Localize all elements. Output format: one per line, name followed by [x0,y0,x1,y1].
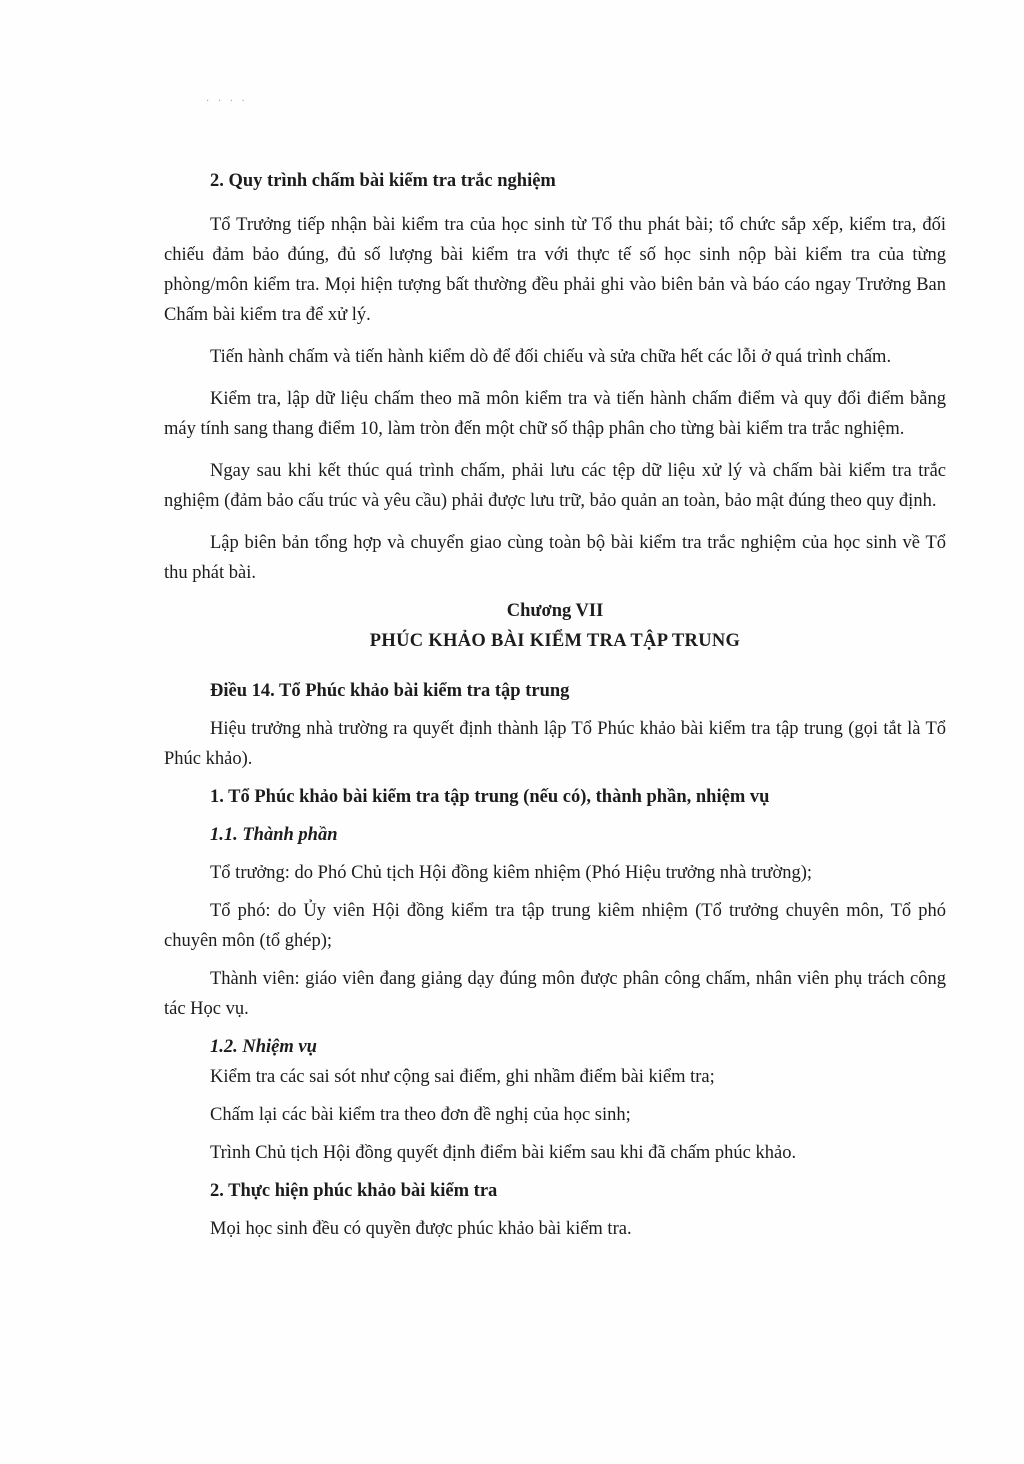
chapter-number: Chương VII [506,601,604,621]
list-item: Thành viên: giáo viên đang giảng dạy đúng môn được phân công chấm, nhân viên phụ trách công tác Học vụ. [164,969,946,1019]
list-item: Kiểm tra các sai sót như cộng sai điểm, ghi nhầm điểm bài kiểm tra; [210,1067,715,1087]
list-item: Tổ phó: do Ủy viên Hội đồng kiểm tra tập trung kiêm nhiệm (Tổ trưởng chuyên môn, Tổ phó chuyên môn (tổ ghép); [164,901,946,951]
article-heading: Điều 14. Tổ Phúc khảo bài kiểm tra tập trung [210,681,570,701]
paragraph: Ngay sau khi kết thúc quá trình chấm, phải lưu các tệp dữ liệu xử lý và chấm bài kiểm tra trắc nghiệm (đảm bảo cấu trúc và yêu cầu) phải được lưu trữ, bảo quản an toàn, bảo mật đúng theo quy định. [164,461,946,511]
paragraph: Tổ Trưởng tiếp nhận bài kiểm tra của học sinh từ Tổ thu phát bài; tổ chức sắp xếp, kiểm tra, đối chiếu đảm bảo đúng, đủ số lượng bài kiểm tra với thực tế số học sinh nộp bài kiểm tra của từng phòng/môn kiểm tra. Mọi hiện tượng bất thường đều phải ghi vào biên bản và báo cáo ngay Trưởng Ban Chấm bài kiểm tra để xử lý. [164,215,946,325]
list-item: Mọi học sinh đều có quyền được phúc khảo bài kiểm tra. [210,1219,632,1239]
subsection-heading: 1.1. Thành phần [210,825,338,845]
subsection-heading: 1. Tổ Phúc khảo bài kiểm tra tập trung (nếu có), thành phần, nhiệm vụ [210,787,770,807]
article-intro: Hiệu trưởng nhà trường ra quyết định thành lập Tổ Phúc khảo bài kiểm tra tập trung (gọi tắt là Tổ Phúc khảo). [164,719,946,769]
document-body [164,166,946,1244]
chapter-title: PHÚC KHẢO BÀI KIỂM TRA TẬP TRUNG [369,631,741,651]
paragraph: Lập biên bản tổng hợp và chuyển giao cùng toàn bộ bài kiểm tra trắc nghiệm của học sinh về Tổ thu phát bài. [164,533,946,583]
scan-artifact: · · · · [206,96,248,107]
list-item: Chấm lại các bài kiểm tra theo đơn đề nghị của học sinh; [210,1105,631,1125]
paragraph: Tiến hành chấm và tiến hành kiểm dò để đối chiếu và sửa chữa hết các lỗi ở quá trình chấm. [210,347,892,367]
list-item: Tổ trưởng: do Phó Chủ tịch Hội đồng kiêm nhiệm (Phó Hiệu trưởng nhà trường); [210,863,813,883]
section-heading: 2. Quy trình chấm bài kiểm tra trắc nghiệm [210,171,556,191]
paragraph: Kiểm tra, lập dữ liệu chấm theo mã môn kiểm tra và tiến hành chấm điểm và quy đổi điểm bằng máy tính sang thang điểm 10, làm tròn đến một chữ số thập phân cho từng bài kiểm tra trắc nghiệm. [164,389,946,439]
subsection-heading: 1.2. Nhiệm vụ [210,1037,317,1057]
list-item: Trình Chủ tịch Hội đồng quyết định điểm bài kiểm sau khi đã chấm phúc khảo. [210,1143,797,1163]
subsection-heading: 2. Thực hiện phúc khảo bài kiểm tra [210,1181,498,1201]
